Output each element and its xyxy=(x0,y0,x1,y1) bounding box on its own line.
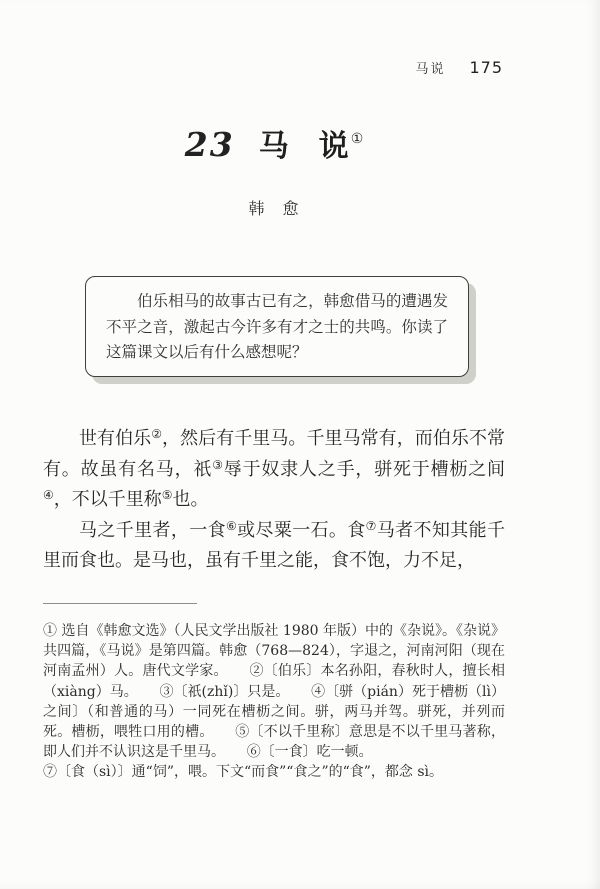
text-segment: 马之千里者，一食 xyxy=(79,519,226,541)
text-segment: ，然后有千里马。千里马常有，而伯乐不常有。故虽有名马，祇 xyxy=(43,428,505,480)
footnote-7: ⑦〔食（sì）〕通“饲”，喂。下文“而食”“食之”的“食”，都念 sì。 xyxy=(43,764,444,781)
footnote-5: ⑤〔不以千里称〕意思是不以千里马著称，即人们并不认识这是千里马。 xyxy=(43,724,506,761)
footnote-3: ③〔祇(zhǐ)〕只是。 xyxy=(159,683,290,700)
footnote-1: ① 选自《韩愈文选》（人民文学出版社 1980 年版）中的《杂说》。《杂说》共四篇，《马说》是第四篇。韩愈（768—824），字退之，河南河阳（现在河南孟州）人。唐代文学家。 xyxy=(43,623,505,680)
footnote-4: ④〔骈（pián）死于槽枥（lì）之间〕（和普通的马）一同死在槽枥之间。骈，两马并驾。骈死，并列而死。槽枥，喂牲口用的槽。 xyxy=(43,683,506,741)
note-ref-5: ⑤ xyxy=(161,488,173,503)
lesson-body xyxy=(43,424,505,577)
footnote-divider xyxy=(43,603,197,604)
page-header xyxy=(0,58,503,77)
note-ref-6: ⑥ xyxy=(225,518,238,533)
text-segment: ，不以千里称 xyxy=(53,489,162,511)
running-title: 马说 xyxy=(415,62,446,77)
page-number: 175 xyxy=(469,58,503,77)
intro-text: 伯乐相马的故事古已有之，韩愈借马的遭遇发不平之音，激起古今许多有才之士的共鸣。你读了这篇课文以后有什么感想呢？ xyxy=(106,292,448,361)
lesson-title-text: 马 说 xyxy=(258,129,349,164)
lesson-number: 23 xyxy=(184,125,235,164)
text-segment: 马者不知其能千里而食也。是马也，虽有千里之能，食不饱，力不足， xyxy=(43,519,506,572)
footnotes xyxy=(43,621,505,783)
body-paragraph-1 xyxy=(43,424,505,516)
text-segment: 也。 xyxy=(172,489,209,511)
note-ref-4: ④ xyxy=(43,488,54,503)
note-ref-2: ② xyxy=(151,427,163,441)
title-note-ref: ① xyxy=(350,131,364,147)
note-ref-7: ⑦ xyxy=(365,518,377,533)
note-ref-3: ③ xyxy=(212,457,224,472)
lesson-title xyxy=(43,121,505,165)
footnote-6: ⑥〔一食〕吃一顿。 xyxy=(246,744,373,761)
text-segment: 世有伯乐 xyxy=(79,428,152,449)
author-name: 韩 愈 xyxy=(248,199,300,218)
intro-box xyxy=(85,276,469,377)
text-segment: 辱于奴隶人之手，骈死于槽枥之间 xyxy=(223,458,505,480)
footnote-2: ②〔伯乐〕本名孙阳，春秋时人，擅长相（xiàng）马。 xyxy=(43,663,506,700)
text-segment: 或尽粟一石。食 xyxy=(237,519,366,541)
body-paragraph-2 xyxy=(43,516,505,577)
